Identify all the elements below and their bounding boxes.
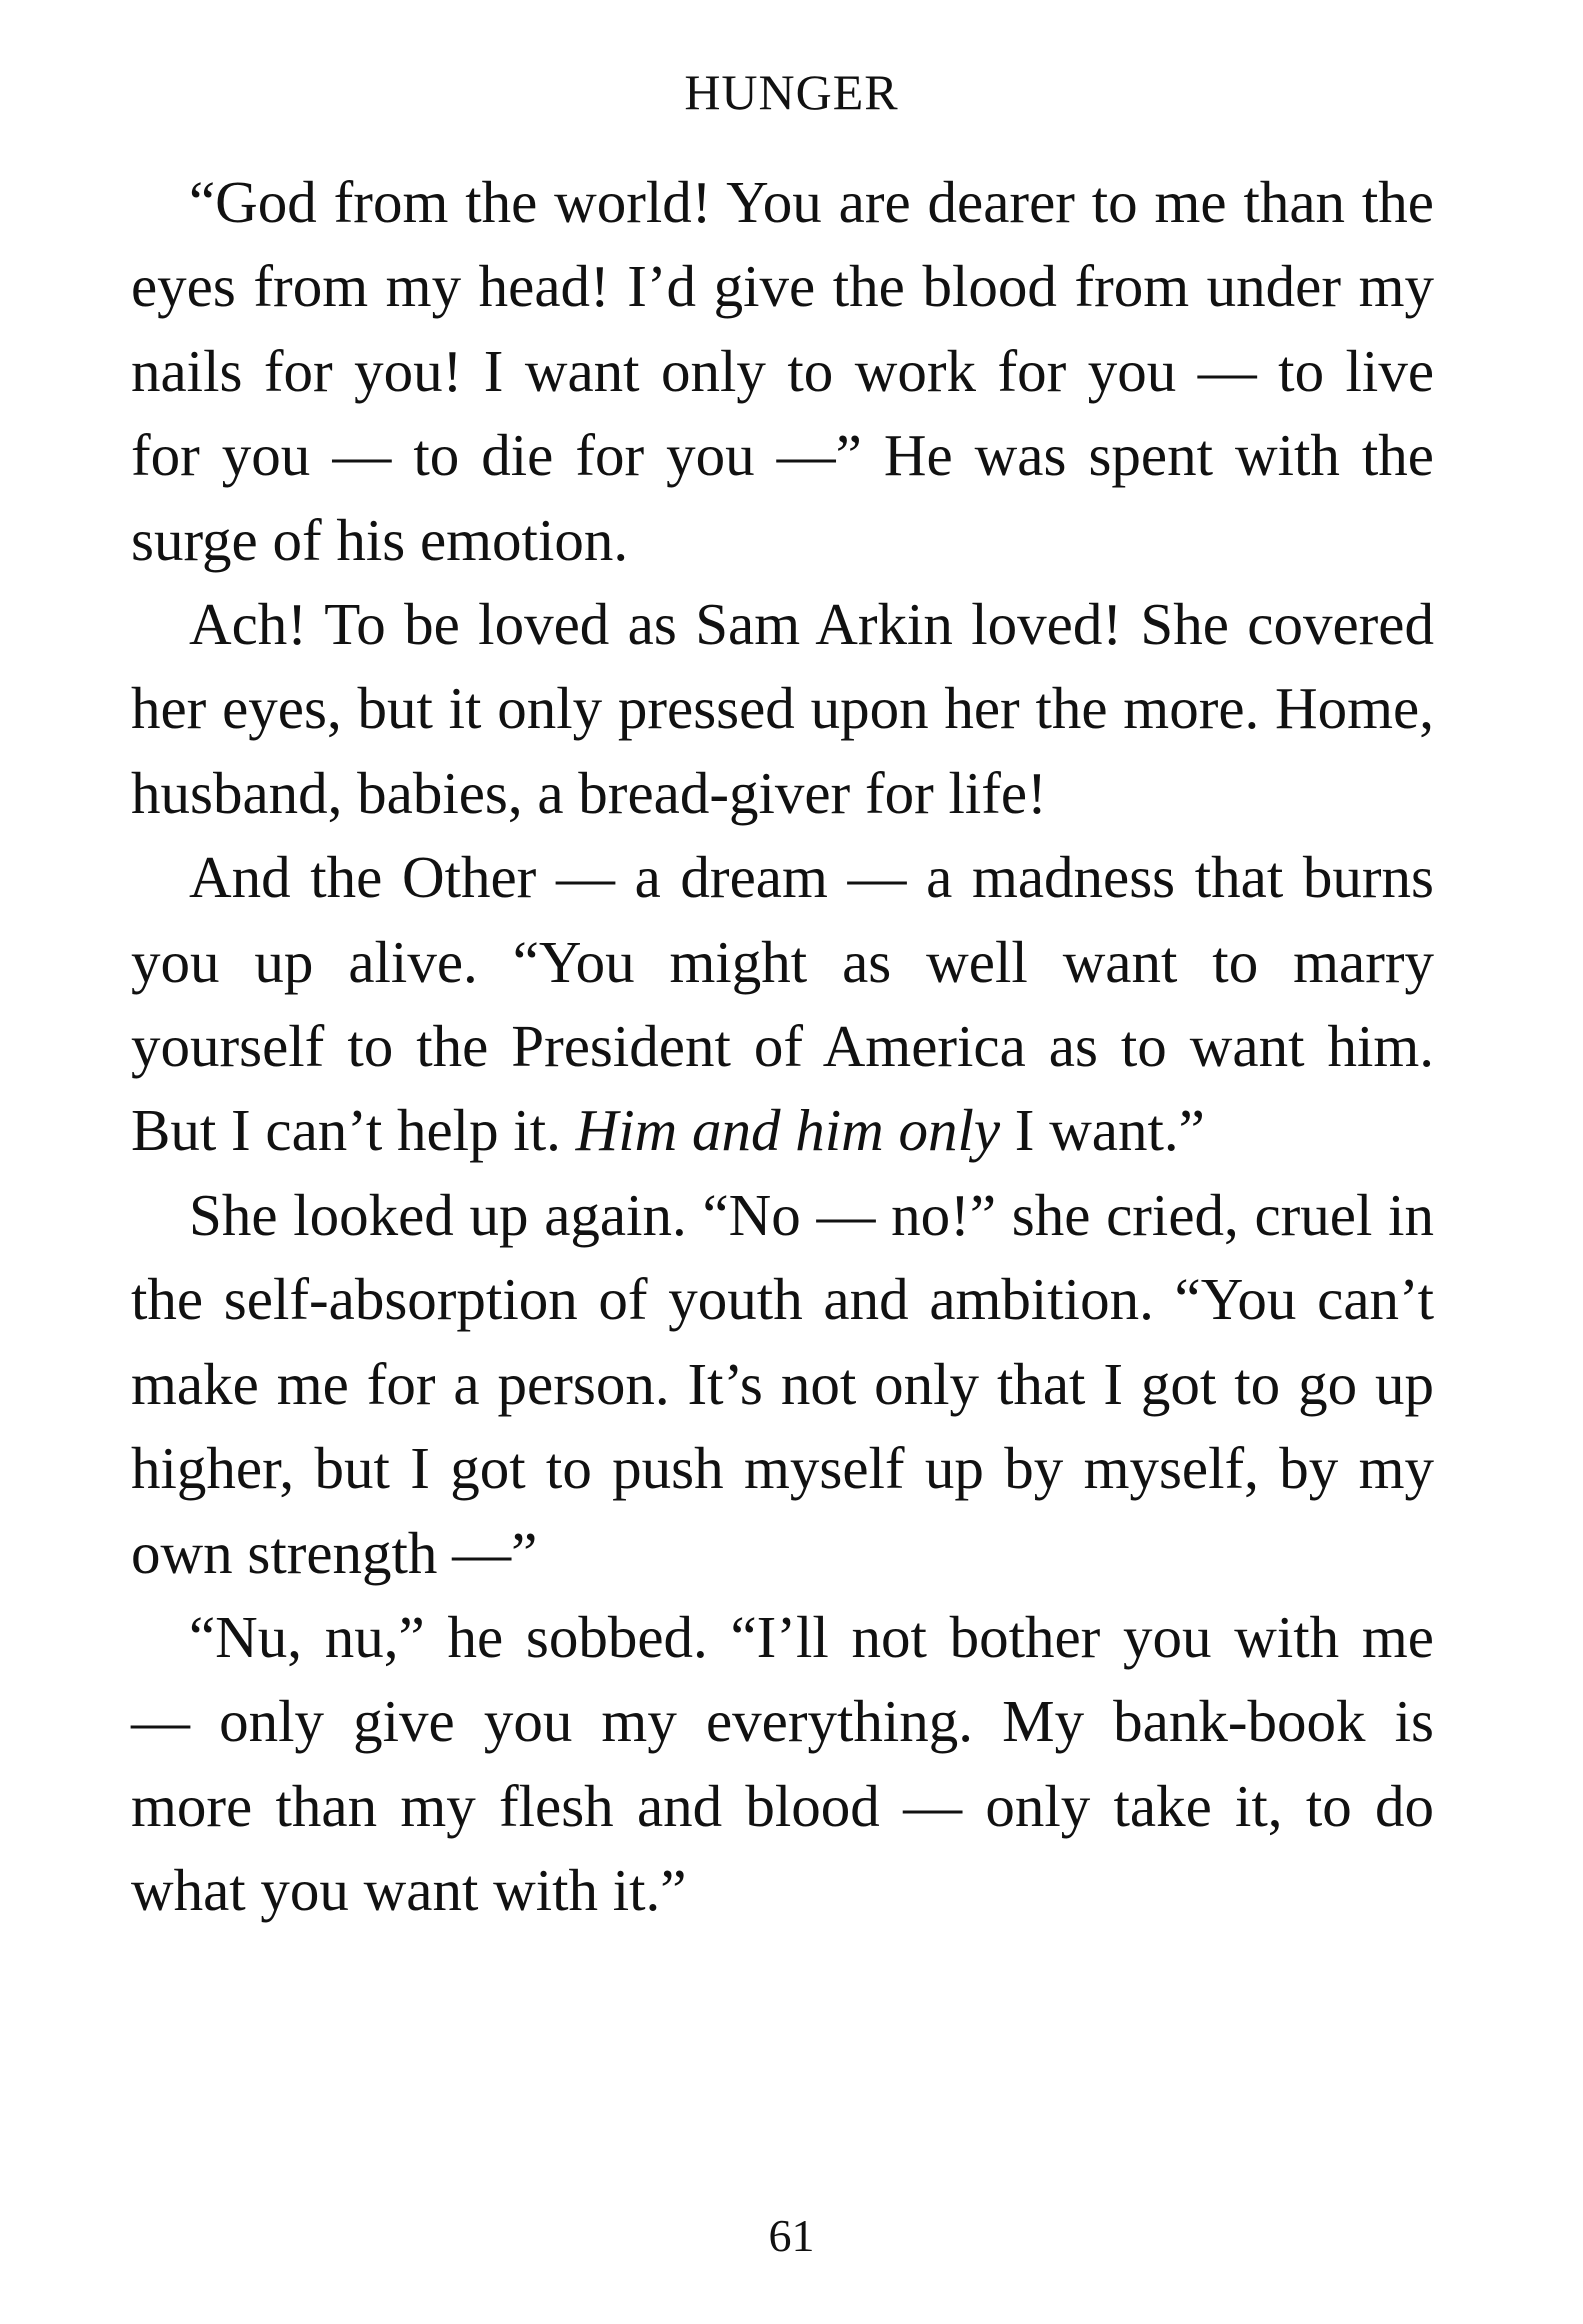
- paragraph-1: “God from the world! You are dearer to me than the eyes from my head! I’d give the blood from under my nails for you! I want only to work for you — to live for you — to die for you —” He was spent with the surge of his emotion.: [131, 169, 1434, 573]
- paragraph-3-text-before: And the Other — a dream — a madness that burns you up alive. “You might as well want to marry yourself to the President of America as to want him. But I can’t help it.: [131, 844, 1434, 1164]
- running-head-title: HUNGER: [684, 64, 899, 120]
- paragraph-3-italic-text: Him and him only: [575, 1097, 1001, 1164]
- paragraph-4: She looked up again. “No — no!” she cried, cruel in the self-absorption of youth and ambition. “You can’t make me for a person. It’s not only that I got to go up higher, but I got to push myself up by myself, by my own strength —”: [131, 1181, 1434, 1586]
- page-number: 61: [768, 2210, 815, 2261]
- paragraph-2: Ach! To be loved as Sam Arkin loved! She covered her eyes, but it only pressed upon her the more. Home, husband, babies, a bread-giver for life!: [131, 591, 1434, 826]
- paragraph-3: [131, 835, 1434, 1173]
- paragraph-3-text-after: I want.”: [1000, 1097, 1205, 1164]
- paragraph-5: “Nu, nu,” he sobbed. “I’ll not bother you with me — only give you my everything. My bank-book is more than my flesh and blood — only take it, to do what you want with it.”: [131, 1603, 1434, 1924]
- body-text: [131, 160, 1434, 1933]
